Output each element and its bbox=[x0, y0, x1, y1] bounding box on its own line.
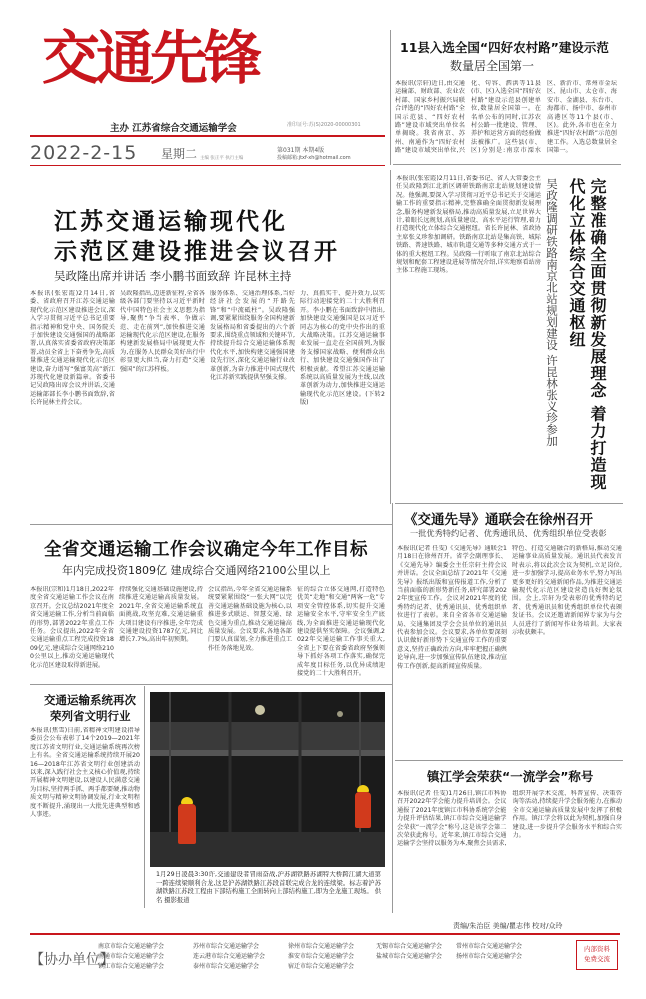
divider bbox=[395, 760, 623, 761]
footer-member-item: 盐城市综合交通运输学会 bbox=[376, 953, 443, 960]
small-left-title-line2: 荣列省文明行业 bbox=[50, 709, 131, 723]
top-story-subtitle: 数量居全国第一 bbox=[450, 59, 535, 73]
mid-right-subtitle: 一批优秀特约记者、优秀通讯员、优秀组织单位受表彰 bbox=[410, 528, 607, 538]
footer-member-item: 南通市综合交通运输学会 bbox=[98, 953, 165, 960]
divider bbox=[390, 30, 391, 165]
second-subtitle: 年内完成投资1809亿 建成综合交通网络2100公里以上 bbox=[62, 564, 331, 577]
small-left-title-line1: 交通运输系统再次 bbox=[44, 693, 136, 707]
publisher-line: 主编 张正平 执行主编 bbox=[200, 156, 244, 161]
divider bbox=[390, 170, 391, 504]
footer-member-item: 淮安市综合交通运输学会 bbox=[288, 953, 355, 960]
footer-label: 【协办单位】 bbox=[30, 952, 114, 968]
internal-note: 内部资料 免费交流 bbox=[584, 945, 610, 963]
footer-member-item: 徐州市综合交通运输学会 bbox=[288, 943, 355, 950]
lead-column-1: 本报讯(张宏霞)2月14日,省委、省政府召开江苏交通运输现代化示范区建设推进会议,深入学习贯彻习近平总书记重要指示精神和党中央、国务院关于加快建设交通强国的战略部署,认真落实省委省政府决策部署,动员全省上下奋勇争先,高质量推进交通运输现代化示范区建设,奋力谱写“强富美高”新江苏现代化建设新篇章。省委书记吴政隆出席会议并讲话,交通运输部部长李小鹏书面致辞,省长许昆林主持会议。 bbox=[30, 290, 115, 407]
lead-subtitle: 吴政隆出席并讲话 李小鹏书面致辞 许昆林主持 bbox=[54, 269, 292, 283]
small-left-body: 本报讯(焦雪)日前,省精神文明建设指导委员会公布表彰了14个2019—2021年度江苏省文明行业,交通运输系统再次榜上有名。全省交通运输系统持续开展2016—2018年江苏省文明行业创建活动以来,深入践行社会主义核心价值观,持续开展精神文明建设,以建设人民满意交通为目标,坚持两手抓、两手都要硬,推动物质文明与精神文明协调发展,行业文明程度不断提升,涌现出一大批先进典型和感人事迹。 bbox=[30, 727, 140, 819]
worker-figure bbox=[355, 792, 371, 828]
editor-credits: 责编/朱治臣 美编/瞿志伟 校对/众玲 bbox=[453, 922, 563, 930]
hardhat-icon bbox=[357, 785, 369, 792]
bottom-right-body: 本报讯(记者 任雯)1月26日,镇江市科协召开2022年学会能力提升培训会。会议通报了2021年度镇江市科协系统学会能力提升评估结果,镇江市综合交通运输学会荣获“一流学会”称号,这是该学会第二次荣获此称号。近年来,镇江市综合交通运输学会坚持以服务为本,聚焦会员需求,组织开展学术交流、科普宣传、决策咨询等活动,持续提升学会服务能力,在推动全市交通运输高质量发展中发挥了积极作用。镇江学会将以此为契机,加强自身建设,进一步提升学会服务水平和综合实力。 bbox=[397, 790, 622, 848]
construction-photo bbox=[150, 692, 385, 867]
footer-member-item: 无锡市综合交通运输学会 bbox=[376, 943, 443, 950]
hardhat-icon bbox=[181, 797, 193, 804]
footer-member-item: 常州市综合交通运输学会 bbox=[456, 943, 523, 950]
issue-number: 第031期 本期4版 bbox=[277, 147, 325, 154]
second-headline: 全省交通运输工作会议确定今年工作目标 bbox=[44, 540, 368, 560]
divider bbox=[30, 524, 392, 525]
right-feature-body: 本报讯(张宏霞)2月11日,省委书记、省人大常委会主任吴政隆到江北新区调研铁路南京北站规划建设情况。他强调,要深入学习贯彻习近平总书记关于交通运输工作的重要指示精神,完整准确全面贯彻新发展理念,服务构建新发展格局,推动高质量发展,立足世界大计,着眼长远规划,高质量建设、高水平运行管理,着力打造现代化立体综合交通枢纽。省长许昆林、省政协主席张义珍参加调研。铁路南京北站是集高铁、城际铁路、普速铁路、城市轨道交通等多种交通方式于一体的重大枢纽工程。吴政隆一行听取了南京北站综合规划和配套工程建设进展等情况介绍,详实地察看站房主体工程施工现场。 bbox=[396, 175, 541, 275]
masthead-rule bbox=[30, 135, 385, 137]
second-column-3: 会议指出,今年全省交通运输系统要紧紧围绕“一张大网”以完善交通运输基础设施为核心,以推进多式联运、智慧交通、绿色交通为重点,推动交通运输高质量发展。会议要求,各地各部门要认真谋划,全力推进重点工作任务落地见效。 bbox=[208, 586, 292, 652]
lead-column-2: 吴政隆指出,迈进新征程,全省各级各部门要坚持以习近平新时代中国特色社会主义思想为指导,聚焦“争当表率、争做示范、走在前列”,加快推进交通运输现代化示范区建设,在服务构建新发展格局中展现更大作为,在服务人民群众美好出行中彰显更大担当,奋力打造“交通强国”的江苏样板。 bbox=[120, 290, 205, 373]
right-feature-subline: 吴政隆调研铁路南京北站规划建设 许昆林张义珍参加 bbox=[545, 178, 559, 447]
masthead-sponsor: 主办 江苏省综合交通运输学会 bbox=[110, 123, 237, 134]
divider bbox=[392, 503, 393, 913]
second-column-2: 持续强化交通基础设施建设,持续推进交通运输高质量发展。2021年,全省交通运输系统直面挑战,攻坚克难,交通运输重大项目建设有序推进,全年完成交通建设投资1787亿元,同比增长7.7%,高出年初预期。 bbox=[119, 586, 203, 644]
divider bbox=[144, 686, 145, 908]
divider bbox=[393, 164, 621, 165]
photo-caption: 1月29日凌晨3:30许,交通建设者冒雨奋战,沪苏湖铁路苏湖特大桥跨江湖大道第一跨连续梁顺利合龙,这是沪苏湖铁路江苏段首联完成合龙的连续梁。标志着沪苏湖铁路江苏段工程由下部结构施工全面转向上部结构施工,即为全龙施工现场。 供名 摄影报道 bbox=[156, 871, 381, 904]
right-feature-headline: 完整准确全面贯彻新发展理念 着力打造现代化立体综合交通枢纽 bbox=[567, 178, 607, 491]
divider bbox=[395, 503, 623, 504]
top-story-body: 本报讯(宗轩)近日,由交通运输部、财政部、农业农村部、国家乡村振兴局联合评选的“四好农村路”全国示范县、“四好农村路”建设市域突出单位名单揭晓。我省南京、苏州、南通作为“四好农村路”建设市域突出单位,兴化、句容、泗洪等11县(市、区)入选全国“四好农村路”建设示范县创建单位,数量居全国第一。在名单公布的同时,江苏农村公路一批建设、管理、养护和运营方面的经验做法被推广。这些县(市、区)分别是:南京市溧水区、新沂市、常州市金坛区、昆山市、太仓市、海安市、金湖县、东台市、海都市、扬中市、泰州市高港区等11个县(市、区)。此外,各市也在全力推进“四好农村路”示范创建工作。入选总数量居全国第一。 bbox=[395, 80, 617, 155]
email: 投稿邮箱:jtxf-xh@hotmail.com bbox=[277, 155, 351, 161]
lead-headline-line2: 示范区建设推进会议召开 bbox=[54, 239, 340, 265]
mid-right-body-col2: 特色、打造交通融合的新格局,推动交通运输事业高质量发展。通讯员代表发言时表示,将以此次会议为契机,立足岗位,进一步加强学习,提高业务水平,努力写出更多更好的交通新闻作品,为推进交通运输现代化示范区建设营造良好舆论氛围。会上,宗轩为受表彰的优秀特约记者、优秀通讯员和优秀组织单位代表颁发证书。会议还邀请新闻界专家为与会人员进行了新闻写作业务培训。大家表示收获颇丰。 bbox=[512, 545, 622, 637]
mid-right-title: 《交通先导》通联会在徐州召开 bbox=[404, 512, 593, 528]
second-column-1: 本报讯(宗和)1月18日,2022年度全省交通运输工作会议在南京召开。会议总结2021年度全省交通运输工作,分析当前面临的形势,部署2022年重点工作任务。会议提出,2022年全省交通运输重点工程完成投资1809亿元,建成综合交通网络2100公里以上,推动交通运输现代化示范区建设取得新进展。 bbox=[30, 586, 114, 669]
lead-column-3: 服务体系、交通治理体系,当好经济社会发展的“开路先锋”和“中流砥柱”。吴政隆强调,要紧紧围绕服务全国构建新发展格局和省委提出的六个新要求,围绕重点领域和关键环节,持续提升综合交通运输体系现代化水平,加快构建交通强国建设先行区,深化交通运输行业改革创新,为奋力推进中国式现代化江苏新实践提供坚强支撑。 bbox=[210, 290, 295, 382]
issue-date: 2022-2-15 bbox=[30, 142, 138, 164]
worker-figure bbox=[178, 804, 196, 844]
footer-member-item: 镇江市综合交通运输学会 bbox=[98, 963, 165, 970]
bottom-right-title: 镇江学会荣获“一流学会”称号 bbox=[427, 769, 594, 784]
registration-number: 准印证号:苏(S)2020-00000301 bbox=[287, 122, 361, 128]
weekday: 星期二 bbox=[161, 147, 198, 161]
footer-member-item: 苏州市综合交通运输学会 bbox=[193, 943, 260, 950]
footer-member-item: 南京市综合交通运输学会 bbox=[98, 943, 165, 950]
second-column-4: 征的综合立体交通网,打造特色优美“走地”和交通“两客一危”专项安全管控体系,切实提升交通运输安全水平,守牢安全生产底线,为全面推进交通运输现代化建设提供坚实保障。会议强调,2022年交通运输工作事关重大,全省上下要在省委省政府坚强领导下抓好各项工作落实,确保完成年度目标任务,以优异成绩迎接党的二十大胜利召开。 bbox=[297, 586, 385, 678]
masthead-title: 交通先锋 bbox=[42, 24, 259, 92]
footer-member-item: 宿迁市综合交通运输学会 bbox=[288, 963, 355, 970]
divider bbox=[30, 684, 392, 685]
mid-right-body-col1: 本报讯(记者 任雯)《交通先导》通联会1月18日在徐州召开。省学会副理事长、《交通先导》编委会主任宗轩主持会议并讲话。会议全面总结了2021年《交通先导》报纸出版和宣传报道工作,分析了当前面临的新形势新任务,研究部署2022年度宣传工作。会议对2021年度的优秀特约记者、优秀通讯员、优秀组织单位进行了表彰。来自全省各市交通运输局、交通集团及学会会员单位的通讯员代表参加会议。会议要求,各单位要深刻认识做好新形势下交通宣传工作的重要意义,坚持正确政治方向,牢牢把握正确舆论导向,进一步加强宣传队伍建设,推动宣传工作创新,提高新闻宣传质量。 bbox=[397, 545, 507, 670]
footer-member-item: 扬州市综合交通运输学会 bbox=[456, 953, 523, 960]
footer-member-list bbox=[98, 942, 548, 982]
footer-member-item: 泰州市综合交通运输学会 bbox=[193, 963, 260, 970]
footer-top-rule bbox=[30, 933, 620, 935]
top-story-title: 11县入选全国“四好农村路”建设示范 bbox=[400, 40, 609, 55]
lead-headline-line1: 江苏交通运输现代化 bbox=[54, 209, 288, 235]
lead-column-4: 力、真抓实干、提升效力,以实际行动迎接党的二十大胜利召开。李小鹏在书面致辞中指出,加快建设交通强国是以习近平同志为核心的党中央作出的重大战略决策。江苏交通运输事业发展一直走在全国前列,为服务支撑国家战略、便利群众出行、加快建设交通强国作出了积极贡献。希望江苏交通运输系统以高质量发展为主线,以改革创新为动力,加快推进交通运输现代化示范区建设。(下转2版) bbox=[300, 290, 385, 407]
masthead-bottom-rule bbox=[30, 165, 385, 166]
footer-member-item: 连云港市综合交通运输学会 bbox=[193, 953, 266, 960]
